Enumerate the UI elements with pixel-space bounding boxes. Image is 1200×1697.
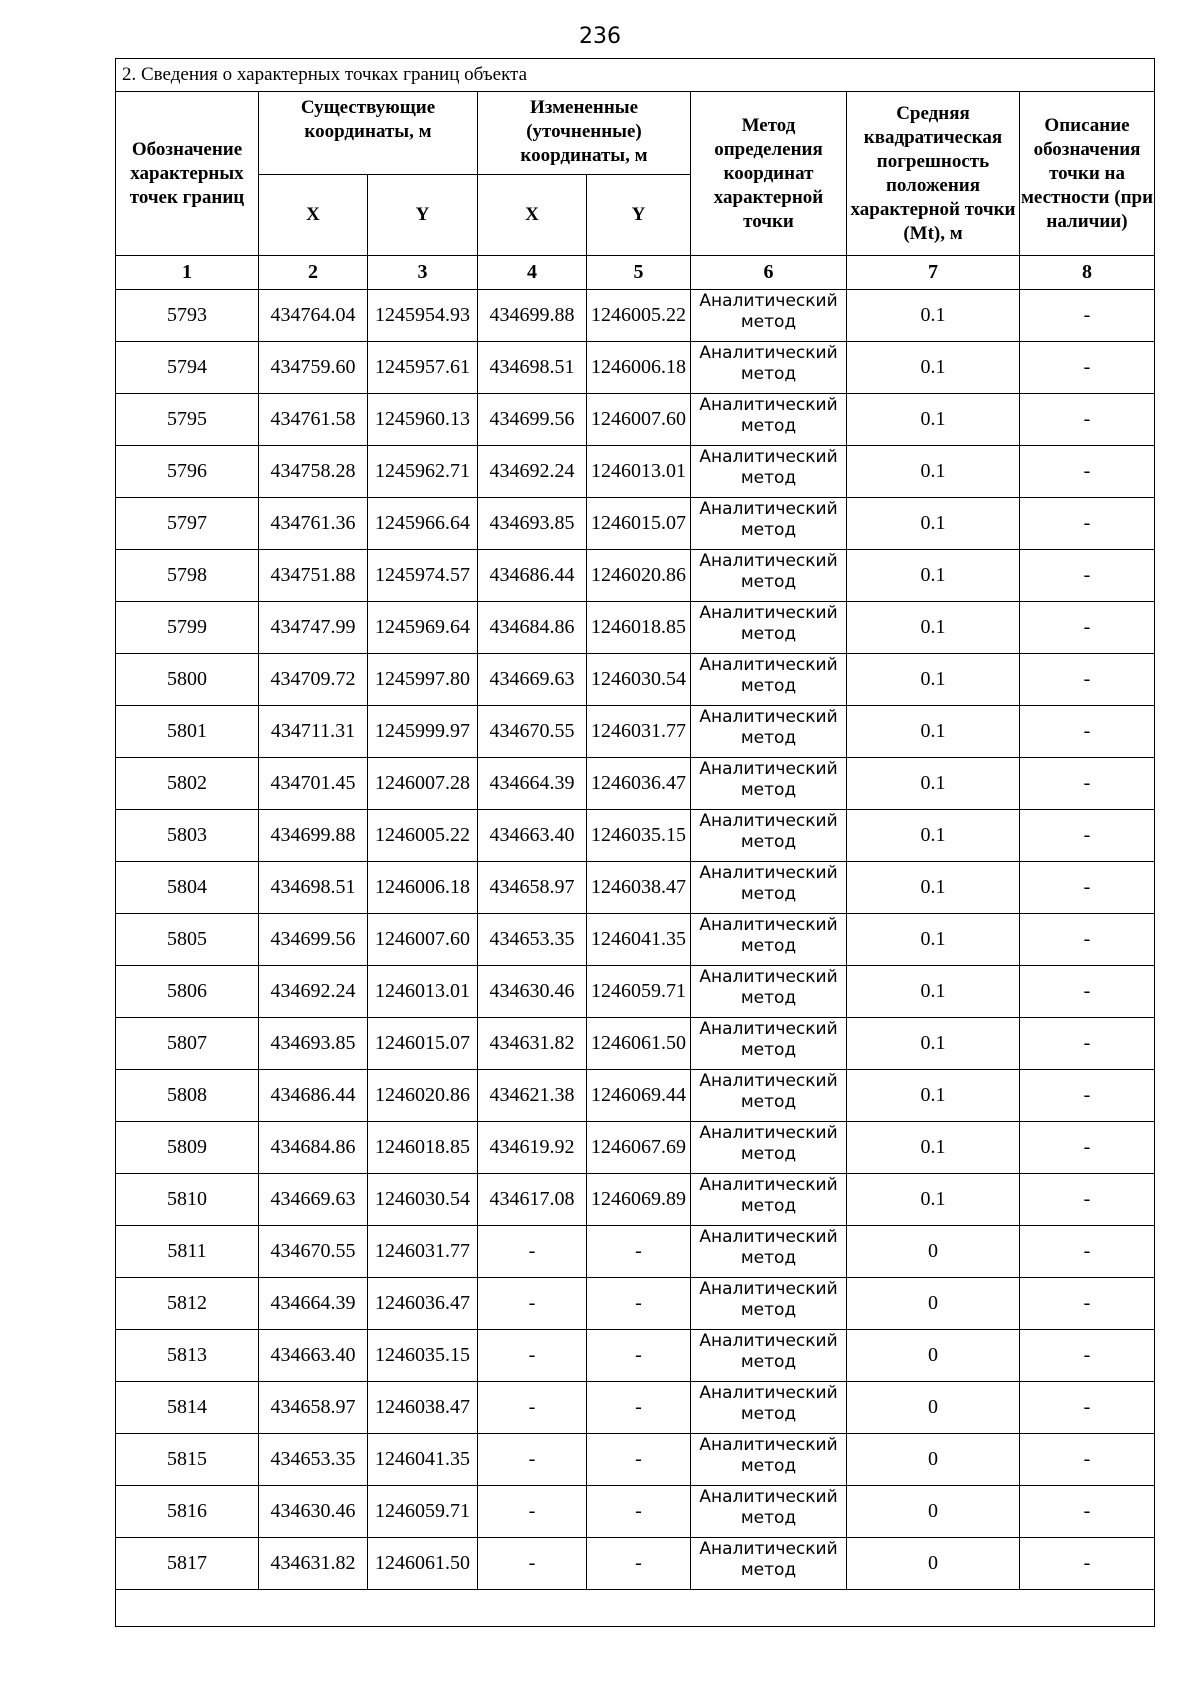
changed-x-cell: - xyxy=(478,1226,587,1278)
point-cell: 5809 xyxy=(116,1122,259,1174)
header-changed-y: Y xyxy=(587,175,691,256)
method-cell: Аналитический метод xyxy=(691,498,847,550)
table-row xyxy=(116,654,1155,706)
existing-x-cell: 434761.36 xyxy=(259,498,368,550)
changed-y-cell: 1246007.60 xyxy=(587,394,691,446)
column-number: 7 xyxy=(847,256,1020,290)
column-number: 4 xyxy=(478,256,587,290)
mean-error-cell: 0.1 xyxy=(847,758,1020,810)
existing-x-cell: 434664.39 xyxy=(259,1278,368,1330)
table-row xyxy=(116,1226,1155,1278)
existing-y-cell: 1245997.80 xyxy=(368,654,478,706)
existing-y-cell: 1246036.47 xyxy=(368,1278,478,1330)
column-number-row xyxy=(116,256,1155,290)
table-row xyxy=(116,1018,1155,1070)
point-cell: 5817 xyxy=(116,1538,259,1590)
existing-x-cell: 434759.60 xyxy=(259,342,368,394)
table-row xyxy=(116,446,1155,498)
mean-error-cell: 0 xyxy=(847,1434,1020,1486)
existing-y-cell: 1246030.54 xyxy=(368,1174,478,1226)
existing-x-cell: 434631.82 xyxy=(259,1538,368,1590)
mean-error-cell: 0.1 xyxy=(847,550,1020,602)
method-cell: Аналитический метод xyxy=(691,1434,847,1486)
method-cell: Аналитический метод xyxy=(691,1070,847,1122)
mean-error-cell: 0.1 xyxy=(847,394,1020,446)
changed-y-cell: 1246038.47 xyxy=(587,862,691,914)
method-cell: Аналитический метод xyxy=(691,706,847,758)
table-footer-empty xyxy=(116,1590,1155,1627)
changed-x-cell: 434684.86 xyxy=(478,602,587,654)
table-row xyxy=(116,1486,1155,1538)
existing-x-cell: 434758.28 xyxy=(259,446,368,498)
description-cell: - xyxy=(1020,1018,1155,1070)
table-row xyxy=(116,1538,1155,1590)
point-cell: 5812 xyxy=(116,1278,259,1330)
boundary-points-table xyxy=(115,58,1155,1627)
existing-x-cell: 434663.40 xyxy=(259,1330,368,1382)
description-cell: - xyxy=(1020,966,1155,1018)
description-cell: - xyxy=(1020,1330,1155,1382)
section-title: 2. Сведения о характерных точках границ объекта xyxy=(116,59,1155,92)
method-cell: Аналитический метод xyxy=(691,290,847,342)
point-cell: 5797 xyxy=(116,498,259,550)
existing-x-cell: 434764.04 xyxy=(259,290,368,342)
column-number: 5 xyxy=(587,256,691,290)
mean-error-cell: 0.1 xyxy=(847,862,1020,914)
mean-error-cell: 0.1 xyxy=(847,446,1020,498)
changed-x-cell: - xyxy=(478,1486,587,1538)
header-changed-coords: Измененные (уточненные) координаты, м xyxy=(478,92,691,175)
changed-x-cell: 434658.97 xyxy=(478,862,587,914)
mean-error-cell: 0.1 xyxy=(847,914,1020,966)
table-row xyxy=(116,1330,1155,1382)
description-cell: - xyxy=(1020,550,1155,602)
point-cell: 5794 xyxy=(116,342,259,394)
table-row xyxy=(116,914,1155,966)
point-cell: 5815 xyxy=(116,1434,259,1486)
mean-error-cell: 0.1 xyxy=(847,706,1020,758)
table-row xyxy=(116,1070,1155,1122)
changed-x-cell: 434698.51 xyxy=(478,342,587,394)
header-existing-y: Y xyxy=(368,175,478,256)
method-cell: Аналитический метод xyxy=(691,1278,847,1330)
method-cell: Аналитический метод xyxy=(691,342,847,394)
mean-error-cell: 0.1 xyxy=(847,654,1020,706)
point-cell: 5804 xyxy=(116,862,259,914)
method-cell: Аналитический метод xyxy=(691,1018,847,1070)
changed-y-cell: 1246018.85 xyxy=(587,602,691,654)
existing-x-cell: 434699.88 xyxy=(259,810,368,862)
changed-x-cell: 434617.08 xyxy=(478,1174,587,1226)
changed-x-cell: 434631.82 xyxy=(478,1018,587,1070)
method-cell: Аналитический метод xyxy=(691,550,847,602)
header-existing-x: X xyxy=(259,175,368,256)
existing-y-cell: 1246061.50 xyxy=(368,1538,478,1590)
table-row xyxy=(116,1174,1155,1226)
changed-y-cell: - xyxy=(587,1382,691,1434)
existing-x-cell: 434653.35 xyxy=(259,1434,368,1486)
header-changed-x: X xyxy=(478,175,587,256)
table-row xyxy=(116,1434,1155,1486)
table-row xyxy=(116,342,1155,394)
method-cell: Аналитический метод xyxy=(691,1538,847,1590)
changed-y-cell: - xyxy=(587,1538,691,1590)
mean-error-cell: 0 xyxy=(847,1538,1020,1590)
changed-y-cell: 1246006.18 xyxy=(587,342,691,394)
changed-x-cell: 434692.24 xyxy=(478,446,587,498)
column-number: 8 xyxy=(1020,256,1155,290)
mean-error-cell: 0.1 xyxy=(847,1174,1020,1226)
existing-x-cell: 434711.31 xyxy=(259,706,368,758)
changed-y-cell: - xyxy=(587,1486,691,1538)
description-cell: - xyxy=(1020,1226,1155,1278)
method-cell: Аналитический метод xyxy=(691,654,847,706)
point-cell: 5801 xyxy=(116,706,259,758)
existing-y-cell: 1245957.61 xyxy=(368,342,478,394)
mean-error-cell: 0.1 xyxy=(847,602,1020,654)
point-cell: 5793 xyxy=(116,290,259,342)
method-cell: Аналитический метод xyxy=(691,862,847,914)
method-cell: Аналитический метод xyxy=(691,1174,847,1226)
point-cell: 5816 xyxy=(116,1486,259,1538)
existing-x-cell: 434699.56 xyxy=(259,914,368,966)
existing-y-cell: 1246031.77 xyxy=(368,1226,478,1278)
changed-y-cell: 1246015.07 xyxy=(587,498,691,550)
description-cell: - xyxy=(1020,810,1155,862)
changed-y-cell: 1246020.86 xyxy=(587,550,691,602)
point-cell: 5810 xyxy=(116,1174,259,1226)
existing-x-cell: 434751.88 xyxy=(259,550,368,602)
mean-error-cell: 0.1 xyxy=(847,290,1020,342)
changed-y-cell: 1246035.15 xyxy=(587,810,691,862)
table-row xyxy=(116,1122,1155,1174)
method-cell: Аналитический метод xyxy=(691,758,847,810)
changed-y-cell: - xyxy=(587,1226,691,1278)
point-cell: 5799 xyxy=(116,602,259,654)
header-description: Описание обозначения точки на местности (при наличии) xyxy=(1020,92,1155,256)
existing-y-cell: 1246005.22 xyxy=(368,810,478,862)
description-cell: - xyxy=(1020,498,1155,550)
changed-y-cell: 1246069.44 xyxy=(587,1070,691,1122)
existing-y-cell: 1246059.71 xyxy=(368,1486,478,1538)
changed-x-cell: 434699.56 xyxy=(478,394,587,446)
existing-y-cell: 1246018.85 xyxy=(368,1122,478,1174)
mean-error-cell: 0 xyxy=(847,1226,1020,1278)
existing-x-cell: 434693.85 xyxy=(259,1018,368,1070)
existing-x-cell: 434686.44 xyxy=(259,1070,368,1122)
changed-y-cell: - xyxy=(587,1330,691,1382)
table-row xyxy=(116,394,1155,446)
table-row xyxy=(116,862,1155,914)
description-cell: - xyxy=(1020,914,1155,966)
mean-error-cell: 0.1 xyxy=(847,1122,1020,1174)
existing-y-cell: 1245962.71 xyxy=(368,446,478,498)
table-row xyxy=(116,758,1155,810)
method-cell: Аналитический метод xyxy=(691,914,847,966)
changed-y-cell: 1246067.69 xyxy=(587,1122,691,1174)
description-cell: - xyxy=(1020,758,1155,810)
point-cell: 5796 xyxy=(116,446,259,498)
existing-y-cell: 1246015.07 xyxy=(368,1018,478,1070)
changed-x-cell: 434621.38 xyxy=(478,1070,587,1122)
changed-y-cell: 1246005.22 xyxy=(587,290,691,342)
changed-y-cell: 1246031.77 xyxy=(587,706,691,758)
changed-y-cell: 1246036.47 xyxy=(587,758,691,810)
description-cell: - xyxy=(1020,446,1155,498)
existing-y-cell: 1246013.01 xyxy=(368,966,478,1018)
changed-x-cell: 434670.55 xyxy=(478,706,587,758)
changed-x-cell: 434619.92 xyxy=(478,1122,587,1174)
existing-x-cell: 434670.55 xyxy=(259,1226,368,1278)
point-cell: 5795 xyxy=(116,394,259,446)
changed-x-cell: - xyxy=(478,1330,587,1382)
description-cell: - xyxy=(1020,602,1155,654)
changed-x-cell: 434693.85 xyxy=(478,498,587,550)
table-row xyxy=(116,290,1155,342)
method-cell: Аналитический метод xyxy=(691,1330,847,1382)
method-cell: Аналитический метод xyxy=(691,1382,847,1434)
method-cell: Аналитический метод xyxy=(691,1122,847,1174)
mean-error-cell: 0.1 xyxy=(847,810,1020,862)
point-cell: 5798 xyxy=(116,550,259,602)
description-cell: - xyxy=(1020,1434,1155,1486)
changed-y-cell: - xyxy=(587,1434,691,1486)
point-cell: 5811 xyxy=(116,1226,259,1278)
mean-error-cell: 0.1 xyxy=(847,342,1020,394)
existing-y-cell: 1246020.86 xyxy=(368,1070,478,1122)
changed-y-cell: 1246061.50 xyxy=(587,1018,691,1070)
description-cell: - xyxy=(1020,862,1155,914)
existing-x-cell: 434684.86 xyxy=(259,1122,368,1174)
changed-x-cell: - xyxy=(478,1382,587,1434)
point-cell: 5814 xyxy=(116,1382,259,1434)
description-cell: - xyxy=(1020,1122,1155,1174)
description-cell: - xyxy=(1020,1278,1155,1330)
point-cell: 5808 xyxy=(116,1070,259,1122)
method-cell: Аналитический метод xyxy=(691,1486,847,1538)
column-number: 6 xyxy=(691,256,847,290)
existing-x-cell: 434669.63 xyxy=(259,1174,368,1226)
changed-x-cell: - xyxy=(478,1278,587,1330)
mean-error-cell: 0.1 xyxy=(847,1070,1020,1122)
changed-y-cell: 1246059.71 xyxy=(587,966,691,1018)
existing-x-cell: 434658.97 xyxy=(259,1382,368,1434)
page-number: 236 xyxy=(579,24,621,49)
description-cell: - xyxy=(1020,1070,1155,1122)
existing-x-cell: 434709.72 xyxy=(259,654,368,706)
changed-y-cell: 1246041.35 xyxy=(587,914,691,966)
existing-x-cell: 434761.58 xyxy=(259,394,368,446)
existing-y-cell: 1246035.15 xyxy=(368,1330,478,1382)
existing-y-cell: 1246038.47 xyxy=(368,1382,478,1434)
table-row xyxy=(116,966,1155,1018)
existing-y-cell: 1245954.93 xyxy=(368,290,478,342)
description-cell: - xyxy=(1020,394,1155,446)
changed-x-cell: - xyxy=(478,1434,587,1486)
mean-error-cell: 0.1 xyxy=(847,498,1020,550)
existing-x-cell: 434698.51 xyxy=(259,862,368,914)
method-cell: Аналитический метод xyxy=(691,966,847,1018)
table-row xyxy=(116,810,1155,862)
mean-error-cell: 0 xyxy=(847,1486,1020,1538)
method-cell: Аналитический метод xyxy=(691,602,847,654)
header-point-designation: Обозначение характерных точек границ xyxy=(116,92,259,256)
changed-x-cell: 434664.39 xyxy=(478,758,587,810)
table-row xyxy=(116,550,1155,602)
description-cell: - xyxy=(1020,706,1155,758)
description-cell: - xyxy=(1020,342,1155,394)
existing-y-cell: 1246041.35 xyxy=(368,1434,478,1486)
table-row xyxy=(116,498,1155,550)
column-number: 3 xyxy=(368,256,478,290)
mean-error-cell: 0.1 xyxy=(847,1018,1020,1070)
description-cell: - xyxy=(1020,290,1155,342)
changed-y-cell: 1246069.89 xyxy=(587,1174,691,1226)
method-cell: Аналитический метод xyxy=(691,394,847,446)
existing-x-cell: 434701.45 xyxy=(259,758,368,810)
point-cell: 5802 xyxy=(116,758,259,810)
point-cell: 5806 xyxy=(116,966,259,1018)
point-cell: 5813 xyxy=(116,1330,259,1382)
changed-y-cell: - xyxy=(587,1278,691,1330)
changed-x-cell: 434653.35 xyxy=(478,914,587,966)
existing-x-cell: 434630.46 xyxy=(259,1486,368,1538)
point-cell: 5805 xyxy=(116,914,259,966)
changed-x-cell: - xyxy=(478,1538,587,1590)
existing-y-cell: 1245974.57 xyxy=(368,550,478,602)
description-cell: - xyxy=(1020,1382,1155,1434)
method-cell: Аналитический метод xyxy=(691,1226,847,1278)
header-existing-coords: Существующие координаты, м xyxy=(259,92,478,175)
table-row xyxy=(116,1382,1155,1434)
existing-y-cell: 1245969.64 xyxy=(368,602,478,654)
description-cell: - xyxy=(1020,1538,1155,1590)
method-cell: Аналитический метод xyxy=(691,446,847,498)
existing-y-cell: 1245966.64 xyxy=(368,498,478,550)
existing-y-cell: 1246007.28 xyxy=(368,758,478,810)
point-cell: 5807 xyxy=(116,1018,259,1070)
table-row xyxy=(116,1278,1155,1330)
changed-y-cell: 1246030.54 xyxy=(587,654,691,706)
table-row xyxy=(116,602,1155,654)
existing-y-cell: 1245960.13 xyxy=(368,394,478,446)
changed-x-cell: 434699.88 xyxy=(478,290,587,342)
mean-error-cell: 0 xyxy=(847,1382,1020,1434)
existing-x-cell: 434692.24 xyxy=(259,966,368,1018)
changed-y-cell: 1246013.01 xyxy=(587,446,691,498)
point-cell: 5803 xyxy=(116,810,259,862)
changed-x-cell: 434630.46 xyxy=(478,966,587,1018)
description-cell: - xyxy=(1020,654,1155,706)
column-number: 1 xyxy=(116,256,259,290)
description-cell: - xyxy=(1020,1174,1155,1226)
table-body xyxy=(116,290,1155,1590)
mean-error-cell: 0 xyxy=(847,1278,1020,1330)
description-cell: - xyxy=(1020,1486,1155,1538)
mean-error-cell: 0.1 xyxy=(847,966,1020,1018)
changed-x-cell: 434686.44 xyxy=(478,550,587,602)
column-number: 2 xyxy=(259,256,368,290)
existing-x-cell: 434747.99 xyxy=(259,602,368,654)
mean-error-cell: 0 xyxy=(847,1330,1020,1382)
point-cell: 5800 xyxy=(116,654,259,706)
header-mean-error: Средняя квадратическая погрешность положения характерной точки (Mt), м xyxy=(847,92,1020,256)
header-method: Метод определения координат характерной точки xyxy=(691,92,847,256)
changed-x-cell: 434669.63 xyxy=(478,654,587,706)
method-cell: Аналитический метод xyxy=(691,810,847,862)
changed-x-cell: 434663.40 xyxy=(478,810,587,862)
table-row xyxy=(116,706,1155,758)
existing-y-cell: 1246007.60 xyxy=(368,914,478,966)
existing-y-cell: 1246006.18 xyxy=(368,862,478,914)
existing-y-cell: 1245999.97 xyxy=(368,706,478,758)
